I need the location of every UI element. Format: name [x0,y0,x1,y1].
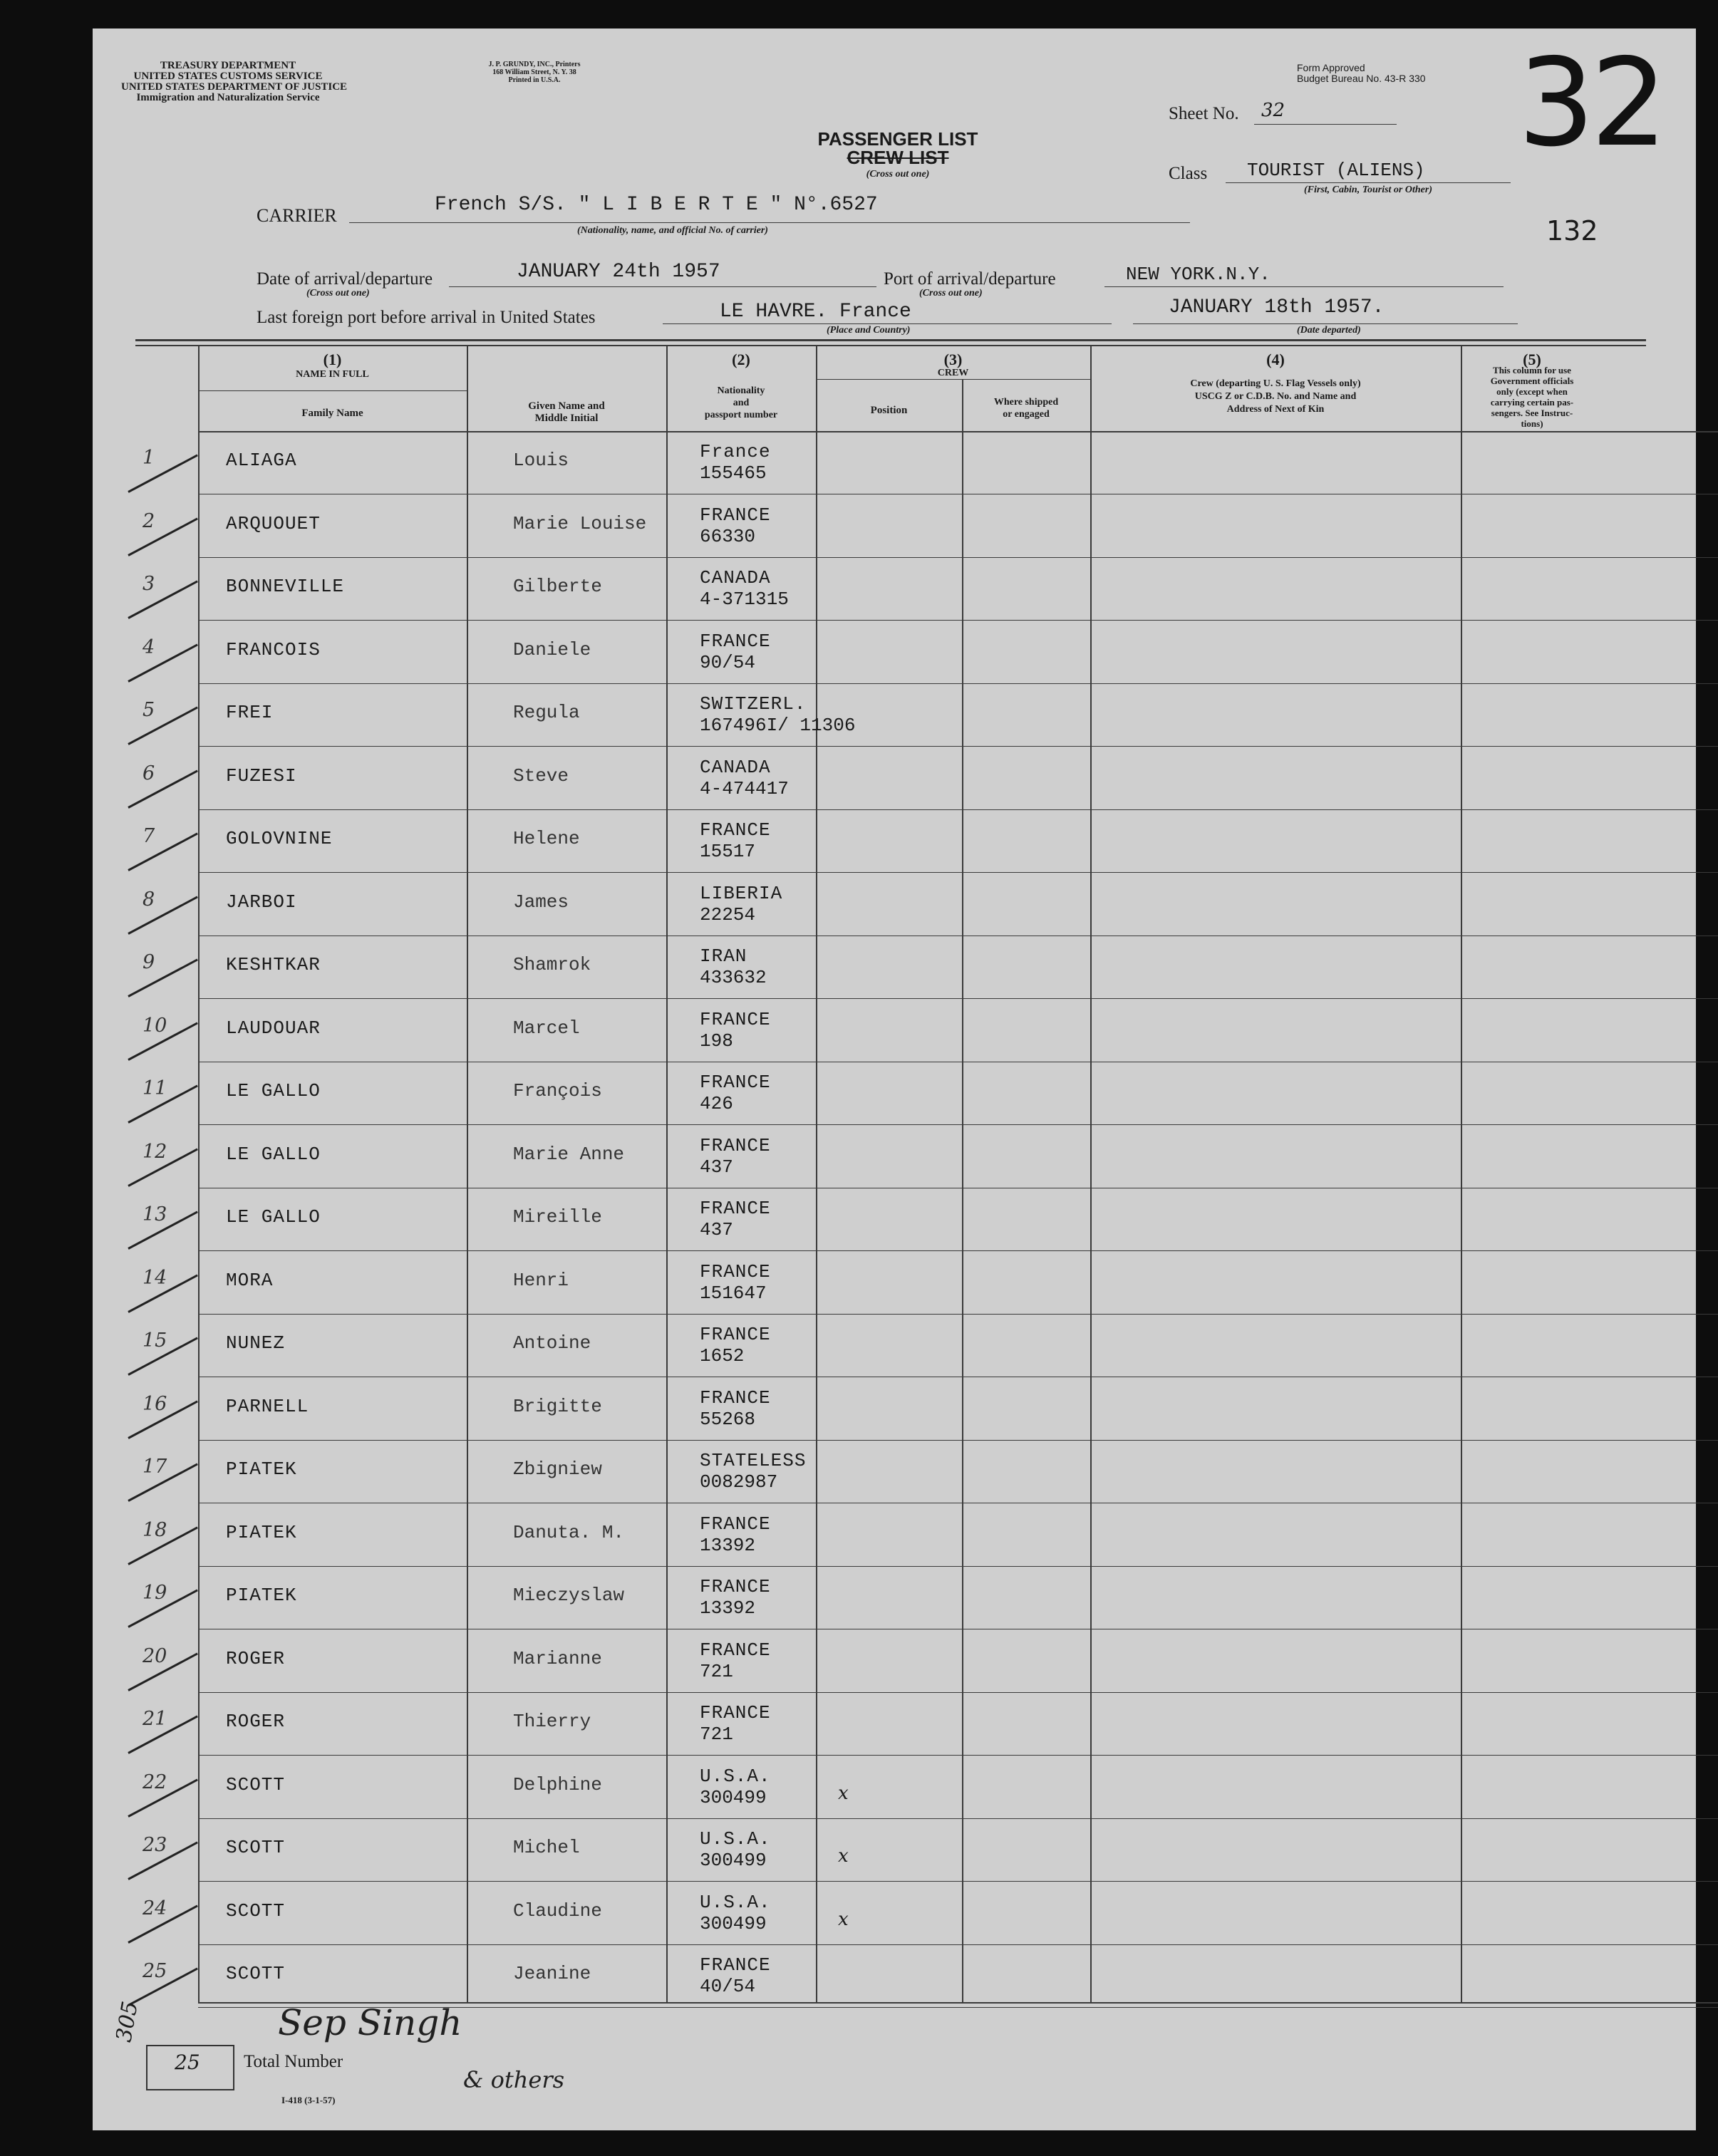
carrier-hint: (Nationality, name, and official No. of carrier) [577,225,768,236]
signature-2: & others [463,2066,565,2093]
family-name: ROGER [226,1711,286,1732]
nationality: U.S.A. [700,1828,771,1850]
col1-title: NAME IN FULL [296,369,369,380]
col5-title-line-4: carrying certain pas- [1490,397,1574,408]
row-divider [198,1755,1718,1756]
passport-number: 300499 [700,1850,767,1871]
family-name: LAUDOUAR [226,1017,321,1039]
passport-number: 1652 [700,1345,745,1367]
form-code: I-418 (3-1-57) [281,2095,336,2105]
nationality: IRAN [700,945,747,967]
table-row [93,937,1696,998]
table-row [93,1253,1696,1314]
family-name: ARQUOUET [226,513,321,534]
row-divider [198,1692,1718,1693]
family-name: LE GALLO [226,1206,321,1228]
class-value: TOURIST (ALIENS) [1247,160,1425,181]
col4-title-line-3: Address of Next of Kin [1226,404,1325,415]
agency-line-4: Immigration and Naturalization Service [136,92,320,103]
given-name: Marie Louise [513,513,647,534]
table-row [93,1820,1696,1881]
list-cross-out-note: (Cross out one) [866,169,930,180]
family-name: GOLOVNINE [226,828,333,849]
col4-number: (4) [1266,351,1285,368]
row-number: 1 [143,447,155,469]
table-row [93,811,1696,872]
given-name: James [513,891,569,913]
table-row [93,1694,1696,1755]
row-divider [198,557,1718,558]
nationality: FRANCE [700,504,771,526]
given-name: Marcel [513,1017,580,1039]
given-name: Shamrok [513,954,591,975]
row-divider [198,998,1718,999]
table-row [93,1189,1696,1250]
table-row [93,1757,1696,1818]
given-name: Delphine [513,1774,602,1795]
passport-number: 4-371315 [700,589,789,610]
table-row [93,1000,1696,1062]
agency-line-3: UNITED STATES DEPARTMENT OF JUSTICE [121,81,348,93]
nationality: CANADA [700,567,771,589]
nationality: FRANCE [700,1072,771,1093]
passport-number: 13392 [700,1597,756,1619]
row-divider [198,1944,1718,1945]
family-name: BONNEVILLE [226,576,345,597]
passport-number: 721 [700,1724,733,1745]
row-divider [198,1818,1718,1819]
nationality: CANADA [700,757,771,778]
sheet-label: Sheet No. [1169,104,1239,123]
table-row [93,874,1696,936]
last-port-value: LE HAVRE. France [720,301,911,323]
crew-position-mark: x [838,1909,849,1930]
stamp-number: 132 [1546,215,1598,247]
carrier-value: French S/S. " L I B E R T E " N°.6527 [435,194,878,216]
col2-title-line-2: and [733,398,750,408]
row-number: 9 [143,951,155,973]
row-divider [198,809,1718,810]
row-number: 14 [143,1267,167,1289]
family-name: NUNEZ [226,1332,286,1354]
nationality: U.S.A. [700,1766,771,1787]
total-value: 25 [175,2051,200,2074]
col3-number: (3) [943,351,963,368]
list-title-crew: CREW LIST [847,147,949,168]
manifest-sheet [93,28,1696,2130]
table-row [93,1063,1696,1124]
col5-number: (5) [1523,351,1541,368]
printer-line-2: 168 William Street, N. Y. 38 [492,68,576,76]
passport-number: 437 [700,1219,733,1240]
given-name: Marianne [513,1648,602,1669]
nationality: FRANCE [700,1009,771,1030]
given-name: Gilberte [513,576,602,597]
family-name: PIATEK [226,1585,297,1606]
table-row [93,622,1696,683]
row-number: 7 [143,825,155,847]
nationality: FRANCE [700,1135,771,1156]
family-name: SCOTT [226,1900,286,1922]
row-number: 13 [143,1203,167,1225]
date-departed-hint: (Date departed) [1297,325,1361,336]
row-number: 19 [143,1582,167,1604]
col-position-header: Position [870,405,908,416]
passport-number: 13392 [700,1535,756,1556]
family-name: FRANCOIS [226,639,321,660]
row-number: 15 [143,1330,167,1352]
given-name: Steve [513,765,569,787]
family-name: LE GALLO [226,1080,321,1102]
nationality: FRANCE [700,1954,771,1976]
given-name: Henri [513,1270,569,1291]
row-number: 22 [143,1771,167,1793]
given-name: François [513,1080,602,1102]
row-number: 18 [143,1519,167,1541]
passport-number: 167496I/ 11306 [700,715,856,736]
passport-number: 300499 [700,1787,767,1808]
family-name: SCOTT [226,1963,286,1984]
passport-number: 15517 [700,841,756,862]
nationality: France [700,441,771,462]
arrival-cross-out: (Cross out one) [306,288,370,299]
arrival-date-label: Date of arrival/departure [257,269,433,289]
row-divider [198,1250,1718,1251]
form-approved-line-1: Form Approved [1297,62,1365,73]
table-row [93,1126,1696,1188]
family-name: ROGER [226,1648,286,1669]
family-name: FREI [226,702,274,723]
row-number: 2 [143,510,155,532]
date-departed-value: JANUARY 18th 1957. [1169,296,1385,318]
row-number: 16 [143,1393,167,1415]
crew-position-mark: x [838,1845,849,1867]
table-row [93,1505,1696,1566]
given-name: Regula [513,702,580,723]
nationality: FRANCE [700,1513,771,1535]
col3-title: CREW [937,368,969,378]
nationality: FRANCE [700,1639,771,1661]
col2-number: (2) [732,351,750,368]
col-shipped-header-line-1: Where shipped [993,397,1059,408]
col4-title [1090,378,1461,416]
port-hint: (Cross out one) [919,288,983,299]
col-given-header-line-1: Given Name and [528,400,605,412]
family-name: SCOTT [226,1774,286,1795]
table-row [93,1631,1696,1692]
given-name: Jeanine [513,1963,591,1984]
given-name: Helene [513,828,580,849]
crew-position-mark: x [838,1783,849,1804]
row-number: 12 [143,1141,167,1163]
family-name: KESHTKAR [226,954,321,975]
col1-number: (1) [323,351,342,368]
col-given-header [467,400,666,425]
passport-number: 198 [700,1030,733,1052]
row-divider [198,620,1718,621]
printer-block [463,61,606,84]
family-name: JARBOI [226,891,297,913]
row-divider [198,872,1718,873]
row-number: 3 [143,573,155,595]
row-divider [198,1314,1718,1315]
margin-note: 305 [111,1999,143,2044]
printer-line-3: Printed in U.S.A. [508,76,561,84]
signature-1: Sep Singh [278,2002,462,2043]
table-row [93,748,1696,809]
family-name: PIATEK [226,1458,297,1480]
given-name: Claudine [513,1900,602,1922]
last-port-hint: (Place and Country) [827,325,911,336]
col-family-header: Family Name [301,408,363,419]
passport-number: 300499 [700,1913,767,1934]
row-number: 25 [143,1960,167,1982]
passport-number: 22254 [700,904,756,926]
form-approved-block [1297,63,1426,84]
passport-number: 4-474417 [700,778,789,799]
given-name: Mireille [513,1206,602,1228]
table-row [93,432,1696,494]
table-row [93,1315,1696,1377]
given-name: Marie Anne [513,1144,625,1165]
table-row [93,1567,1696,1629]
row-divider [198,683,1718,684]
col5-title [1461,365,1603,429]
nationality: FRANCE [700,631,771,652]
passport-number: 151647 [700,1282,767,1304]
passport-number: 426 [700,1093,733,1114]
list-title: PASSENGER LIST [817,128,978,150]
row-divider [198,1440,1718,1441]
row-number: 6 [143,762,155,784]
carrier-label: CARRIER [257,205,337,226]
passport-number: 66330 [700,526,756,547]
given-name: Michel [513,1837,580,1858]
given-name: Thierry [513,1711,591,1732]
col-given-header-line-2: Middle Initial [534,413,599,424]
nationality: LIBERIA [700,883,783,904]
given-name: Zbigniew [513,1458,602,1480]
table-row [93,685,1696,746]
row-number: 11 [143,1077,167,1099]
family-name: SCOTT [226,1837,286,1858]
nationality: U.S.A. [700,1892,771,1913]
passport-number: 433632 [700,967,767,988]
agency-block [121,60,348,103]
row-number: 23 [143,1834,167,1856]
col-shipped-header-line-2: or engaged [1003,409,1050,420]
family-name: LE GALLO [226,1144,321,1165]
row-number: 8 [143,888,155,911]
col5-title-line-1: This column for use [1493,365,1571,375]
col2-title [666,385,816,421]
printer-line-1: J. P. GRUNDY, INC., Printers [488,61,581,68]
col4-title-line-1: Crew (departing U. S. Flag Vessels only) [1190,378,1361,389]
passport-number: 437 [700,1156,733,1178]
table-row [93,1379,1696,1440]
passport-number: 155465 [700,462,767,484]
agency-line-1: TREASURY DEPARTMENT [160,60,296,71]
table-row [93,1883,1696,1944]
passport-number: 55268 [700,1409,756,1430]
nationality: FRANCE [700,1198,771,1219]
arrival-date-value: JANUARY 24th 1957 [517,261,720,283]
col4-title-line-2: USCG Z or C.D.B. No. and Name and [1194,391,1357,402]
nationality: FRANCE [700,1261,771,1282]
table-row [93,559,1696,620]
given-name: Louis [513,450,569,471]
table-row [93,496,1696,557]
row-number: 10 [143,1015,167,1037]
col5-title-line-6: tions) [1521,418,1543,429]
col2-title-line-3: passport number [704,410,778,420]
family-name: PARNELL [226,1396,309,1417]
col5-title-line-3: only (except when [1496,386,1568,397]
table-row [93,1946,1696,2007]
form-approved-line-2: Budget Bureau No. 43-R 330 [1297,73,1426,84]
given-name: Mieczyslaw [513,1585,625,1606]
row-number: 20 [143,1645,167,1667]
total-label: Total Number [244,2052,343,2071]
row-divider [198,1124,1718,1125]
passport-number: 90/54 [700,652,756,673]
given-name: Antoine [513,1332,591,1354]
last-port-label: Last foreign port before arrival in United States [257,308,596,327]
nationality: FRANCE [700,819,771,841]
row-number: 21 [143,1708,167,1730]
table-row [93,1441,1696,1503]
row-number: 5 [143,699,155,721]
col2-title-line-1: Nationality [717,385,765,396]
given-name: Danuta. M. [513,1522,625,1543]
family-name: FUZESI [226,765,297,787]
given-name: Brigitte [513,1396,602,1417]
port-label: Port of arrival/departure [884,269,1056,289]
row-number: 17 [143,1456,167,1478]
family-name: PIATEK [226,1522,297,1543]
nationality: FRANCE [700,1576,771,1597]
family-name: ALIAGA [226,450,297,471]
col5-title-line-5: sengers. See Instruc- [1491,408,1573,418]
passport-number: 0082987 [700,1471,778,1493]
big-sheet-number: 32 [1518,33,1664,174]
given-name: Daniele [513,639,591,660]
sheet-value: 32 [1261,100,1285,121]
class-label: Class [1169,164,1208,183]
class-hint: (First, Cabin, Tourist or Other) [1304,185,1432,195]
nationality: FRANCE [700,1702,771,1724]
family-name: MORA [226,1270,274,1291]
nationality: FRANCE [700,1324,771,1345]
col5-title-line-2: Government officials [1490,375,1574,386]
nationality: STATELESS [700,1450,807,1471]
row-divider [198,1566,1718,1567]
nationality: SWITZERL. [700,693,807,715]
row-number: 4 [143,636,155,658]
row-number: 24 [143,1897,167,1919]
col-shipped-header [962,396,1090,420]
port-value: NEW YORK.N.Y. [1126,264,1271,285]
passport-number: 40/54 [700,1976,756,1997]
row-divider [198,746,1718,747]
passport-number: 721 [700,1661,733,1682]
row-divider [198,1881,1718,1882]
nationality: FRANCE [700,1387,771,1409]
agency-line-2: UNITED STATES CUSTOMS SERVICE [133,71,323,82]
